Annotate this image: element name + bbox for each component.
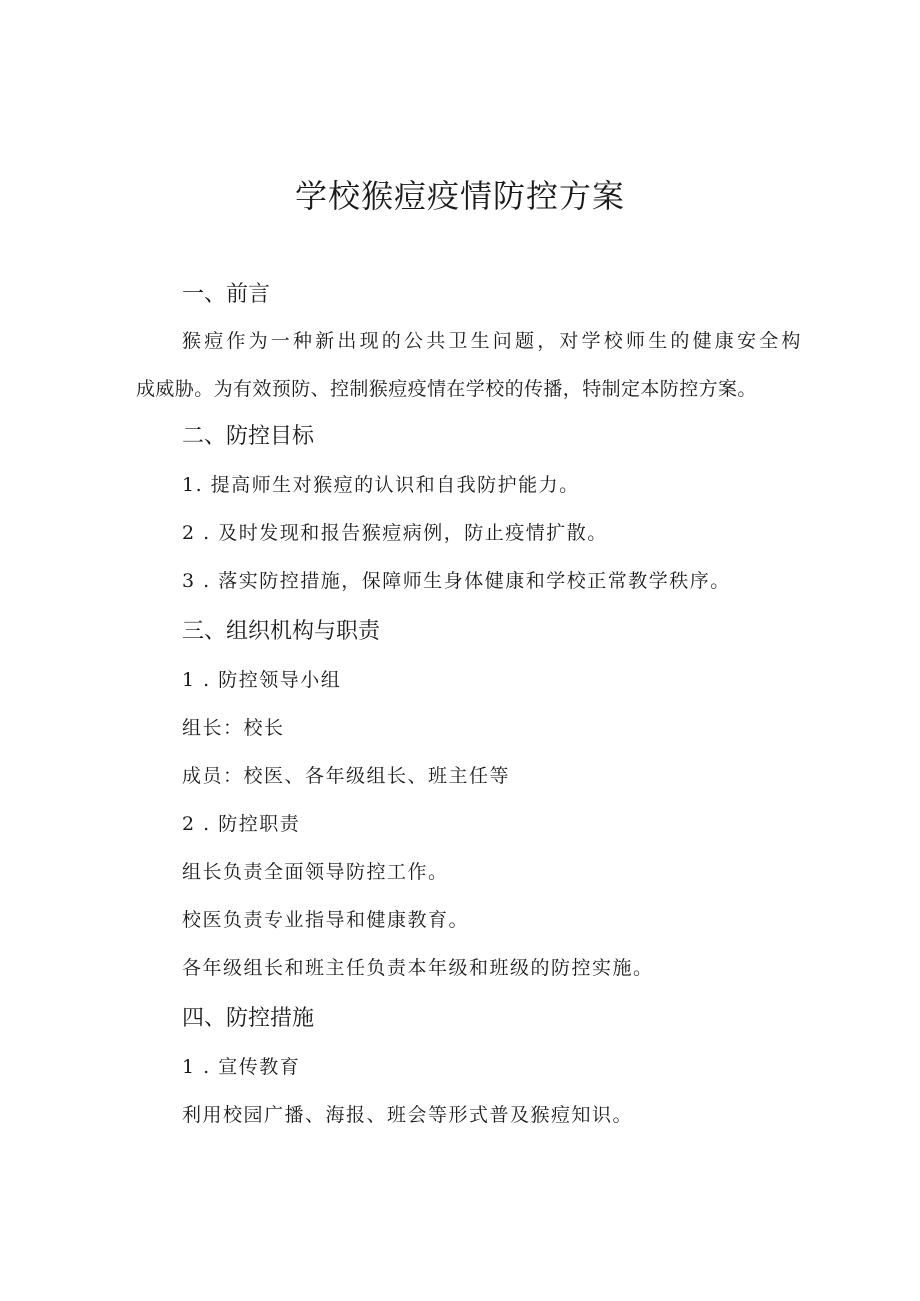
- preface-paragraph-line-2: 成威胁。为有效预防、控制猴痘疫情在学校的传播，特制定本防控方案。: [136, 378, 757, 400]
- goal-item-1: 1. 提高师生对猴痘的认识和自我防护能力。: [182, 474, 580, 496]
- org-subheading-leadership-group: 1 . 防控领导小组: [182, 669, 342, 691]
- document-title: 学校猴痘疫情防控方案: [294, 177, 625, 215]
- goal-item-2: 2 . 及时发现和报告猴痘病例，防止疫情扩散。: [182, 522, 608, 544]
- preface-paragraph-line-1: 猴痘作为一种新出现的公共卫生问题，对学校师生的健康安全构: [182, 330, 804, 352]
- measures-subheading-publicity: 1 . 宣传教育: [182, 1056, 301, 1078]
- section-heading-preface: 一、前言: [182, 282, 271, 307]
- org-members: 成员：校医、各年级组长、班主任等: [182, 765, 511, 787]
- org-leader: 组长：校长: [182, 717, 285, 739]
- org-subheading-duties: 2 . 防控职责: [182, 813, 301, 835]
- section-heading-goals: 二、防控目标: [182, 424, 315, 449]
- goal-item-3: 3 . 落实防控措施，保障师生身体健康和学校正常教学秩序。: [182, 570, 731, 592]
- measures-text-1: 利用校园广播、海报、班会等形式普及猴痘知识。: [182, 1104, 634, 1126]
- org-duty-3: 各年级组长和班主任负责本年级和班级的防控实施。: [182, 957, 654, 979]
- org-duty-1: 组长负责全面领导防控工作。: [182, 861, 449, 883]
- section-heading-measures: 四、防控措施: [182, 1006, 315, 1031]
- org-duty-2: 校医负责专业指导和健康教育。: [182, 909, 470, 931]
- section-heading-organization: 三、组织机构与职责: [182, 619, 381, 644]
